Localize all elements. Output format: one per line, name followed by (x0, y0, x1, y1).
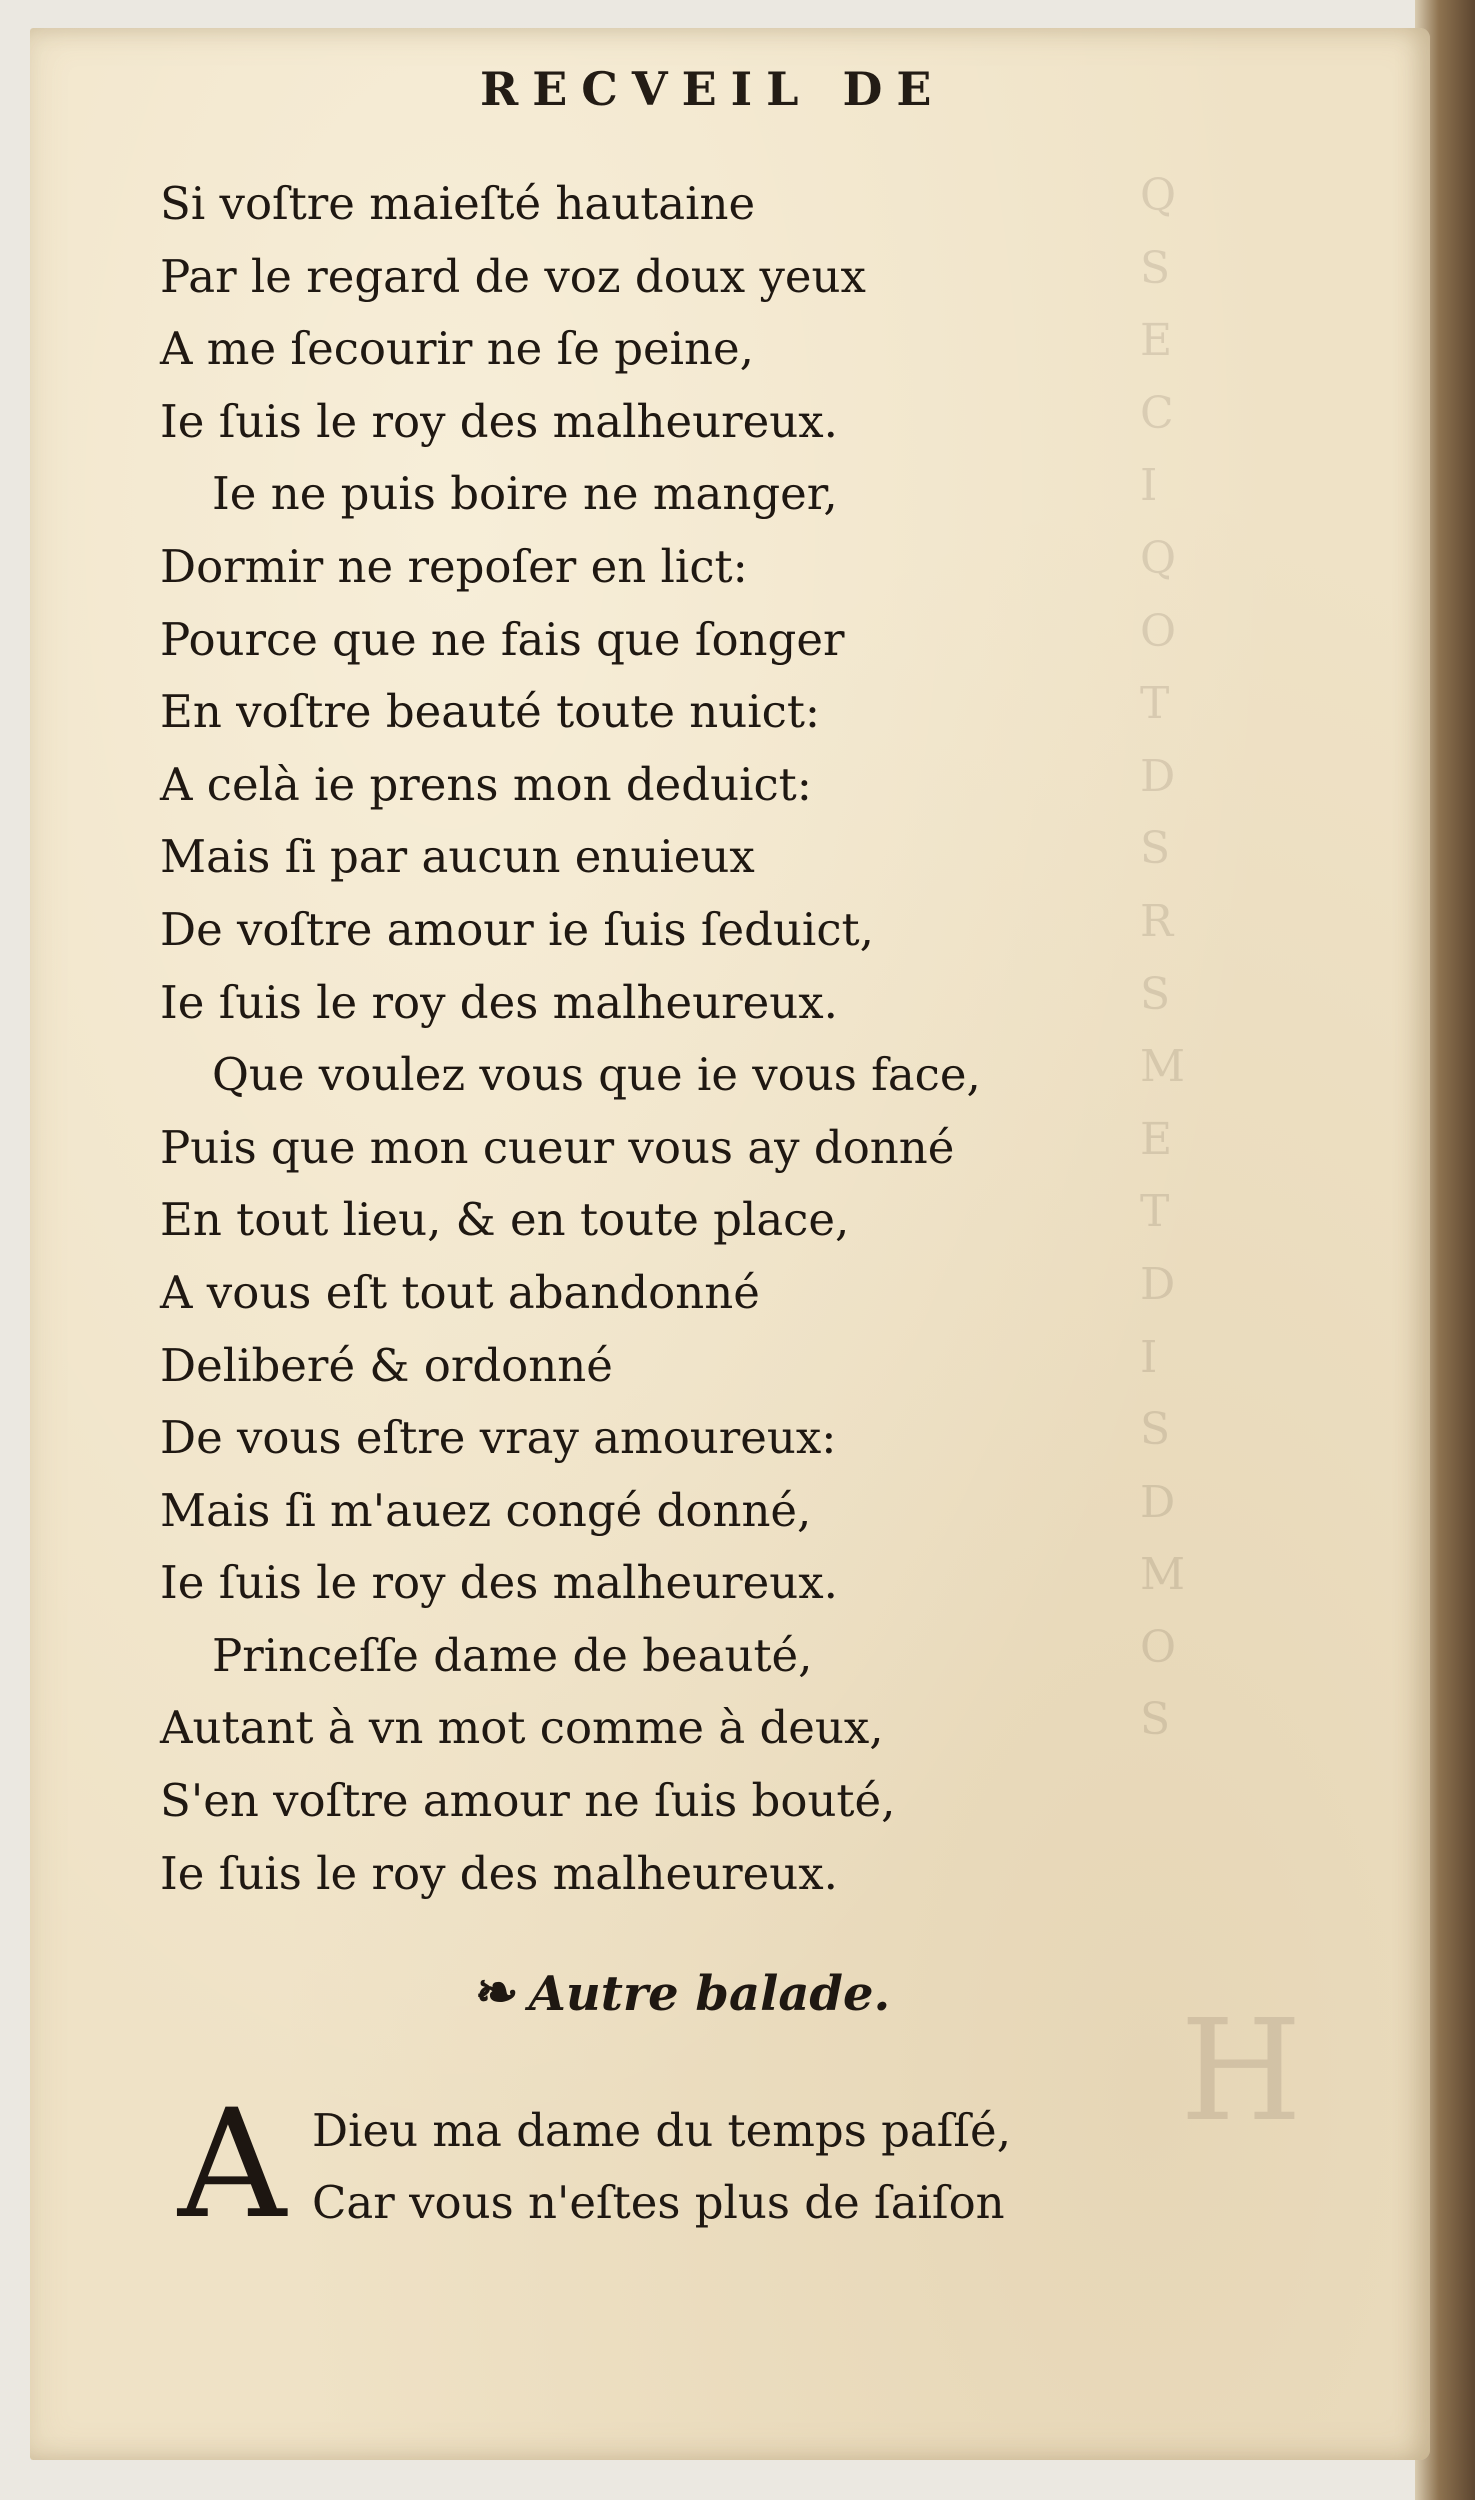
poem-line: Si voſtre maieſté hautaine (160, 177, 756, 230)
poem-line: A me ſecourir ne ſe peine, (160, 322, 754, 376)
poem-line: Ie ſuis le roy des malheureux. (160, 1846, 838, 1900)
poem-line: Dormir ne repoſer en lict: (160, 539, 748, 593)
drop-cap: A (177, 2078, 287, 2252)
poem-line: A celà ie prens mon deduict: (160, 757, 812, 811)
section-title (475, 1962, 1075, 2023)
ballad-line: Dieu ma dame du temps paſſé, (312, 2104, 1011, 2157)
poem-line: Que voulez vous que ie vous face, (212, 1048, 981, 1102)
poem-line: De vous eſtre vray amoureux: (160, 1411, 837, 1465)
fleuron-icon: ❧ (475, 1962, 519, 2023)
show-through-dropcap: H (1180, 1990, 1303, 2153)
show-through-text: Q S E C I Q O T D S R S M E T D I S D M O S (1140, 170, 1186, 1746)
poem-line: Deliberé & ordonné (160, 1338, 613, 1392)
section-title-text: Autre balade. (528, 1966, 891, 2022)
ballad-opening (312, 2095, 1112, 2239)
poem-line: De voſtre amour ie ſuis ſeduict, (160, 902, 874, 956)
poem-line: En voſtre beauté toute nuict: (160, 685, 821, 739)
poem-line: Ie ſuis le roy des malheureux. (160, 975, 838, 1029)
poem-line: Ie ſuis le roy des malheureux. (160, 394, 838, 448)
poem-line: Mais ſi par aucun enuieux (160, 830, 755, 884)
poem-line: S'en voſtre amour ne ſuis bouté, (160, 1774, 896, 1828)
poem-line: Autant à vn mot comme à deux, (160, 1701, 884, 1755)
poem-line: Mais ſi m'auez congé donné, (160, 1483, 812, 1537)
poem-line: Pource que ne fais que ſonger (160, 612, 845, 666)
poem-line: En tout lieu, & en toute place, (160, 1193, 850, 1247)
poem-line: Ie ne puis boire ne manger, (212, 467, 838, 521)
poem-line: Ie ſuis le roy des malheureux. (160, 1556, 838, 1610)
poem-line: Puis que mon cueur vous ay donné (160, 1120, 955, 1174)
poem-line: Par le regard de voz doux yeux (160, 249, 866, 303)
ballad-line: Car vous n'eſtes plus de ſaiſon (312, 2176, 1005, 2229)
running-head: RECVEIL DE (480, 62, 946, 116)
poem (160, 168, 1120, 1910)
poem-line: Princeſſe dame de beauté, (212, 1628, 813, 1682)
poem-line: A vous eſt tout abandonné (160, 1265, 760, 1319)
